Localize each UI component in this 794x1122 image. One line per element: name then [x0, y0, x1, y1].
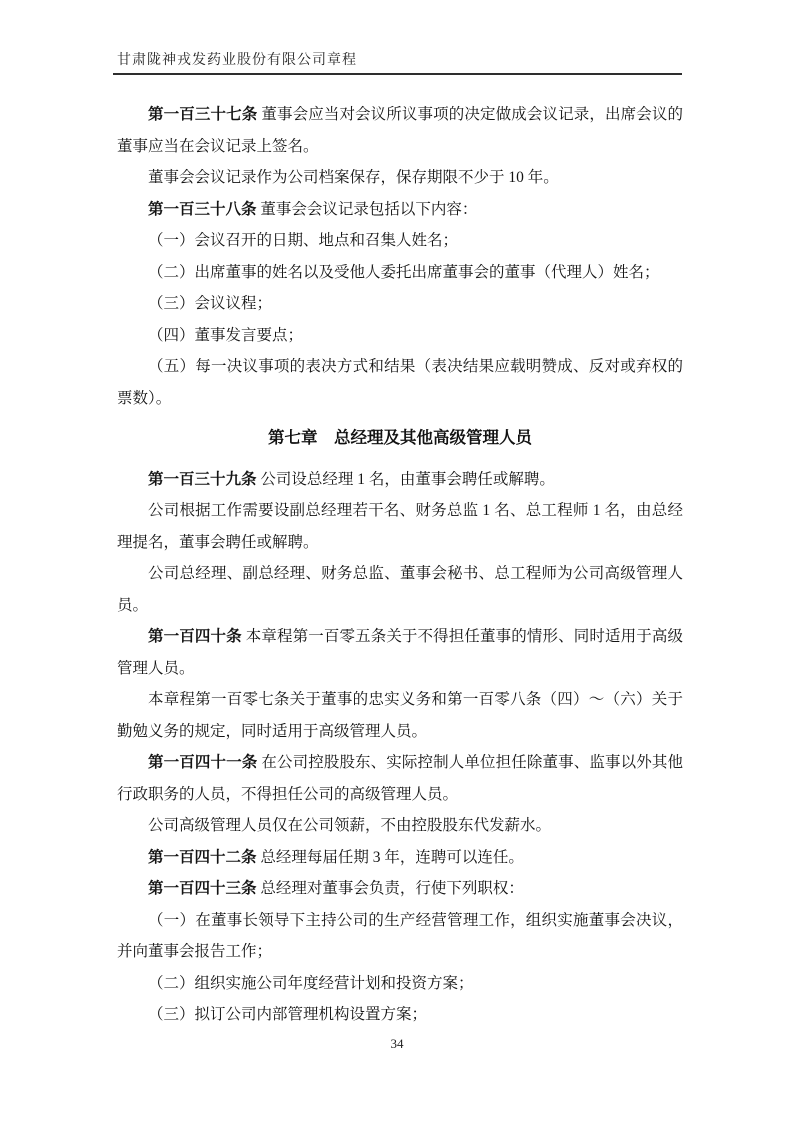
- page-header-title: 甘肃陇神戎发药业股份有限公司章程: [117, 53, 357, 68]
- paragraph: 第一百四十一条 在公司控股股东、实际控制人单位担任除董事、监事以外其他行政职务的人员，不得担任公司的高级管理人员。: [117, 754, 683, 803]
- paragraph: （五）每一决议事项的表决方式和结果（表决结果应载明赞成、反对或弃权的票数）。: [117, 358, 683, 407]
- paragraph: （三）拟订公司内部管理机构设置方案；: [148, 1006, 428, 1023]
- paragraph: （二）出席董事的姓名以及受他人委托出席董事会的董事（代理人）姓名；: [148, 263, 660, 281]
- article-number: 第一百三十九条: [148, 470, 257, 488]
- header-divider-line: [113, 73, 682, 75]
- paragraph: 公司总经理、副总经理、财务总监、董事会秘书、总工程师为公司高级管理人员。: [117, 565, 683, 614]
- paragraph: 第一百四十二条 总经理每届任期 3 年，连聘可以连任。: [148, 848, 524, 866]
- article-number: 第一百三十七条: [148, 106, 258, 123]
- paragraph: 公司高级管理人员仅在公司领薪，不由控股股东代发薪水。: [148, 817, 552, 834]
- chapter-heading: 第七章 总经理及其他高级管理人员: [268, 428, 532, 447]
- article-number: 第一百四十二条: [148, 848, 257, 866]
- paragraph: 第一百四十条 本章程第一百零五条关于不得担任董事的情形、同时适用于高级管理人员。: [117, 628, 683, 677]
- paragraph: 本章程第一百零七条关于董事的忠实义务和第一百零八条（四）～（六）关于勤勉义务的规定，同时适用于高级管理人员。: [117, 691, 683, 740]
- paragraph: （三）会议议程；: [148, 295, 273, 312]
- paragraph: 第一百三十七条 董事会应当对会议所议事项的决定做成会议记录，出席会议的董事应当在会议记录上签名。: [117, 106, 683, 155]
- article-number: 第一百三十八条: [148, 200, 257, 218]
- article-number: 第一百四十三条: [148, 880, 257, 897]
- paragraph: （一）会议召开的日期、地点和召集人姓名；: [148, 232, 459, 249]
- paragraph: 公司根据工作需要设副总经理若干名、财务总监 1 名、总工程师 1 名，由总经理提名，董事会聘任或解聘。: [117, 502, 683, 551]
- page-number: 34: [390, 1036, 404, 1051]
- paragraph: （四）董事发言要点；: [148, 326, 304, 344]
- paragraph: 第一百三十九条 公司设总经理 1 名，由董事会聘任或解聘。: [148, 470, 555, 488]
- article-number: 第一百四十条: [148, 628, 242, 645]
- document-body: [117, 99, 683, 1031]
- article-number: 第一百四十一条: [148, 754, 258, 771]
- paragraph: 董事会会议记录作为公司档案保存，保存期限不少于 10 年。: [148, 169, 559, 186]
- paragraph: 第一百四十三条 总经理对董事会负责，行使下列职权：: [148, 880, 524, 897]
- paragraph: 第一百三十八条 董事会会议记录包括以下内容：: [148, 200, 478, 218]
- paragraph: （二）组织实施公司年度经营计划和投资方案；: [148, 974, 474, 992]
- paragraph: （一）在董事长领导下主持公司的生产经营管理工作，组织实施董事会决议，并向董事会报告工作；: [117, 911, 683, 960]
